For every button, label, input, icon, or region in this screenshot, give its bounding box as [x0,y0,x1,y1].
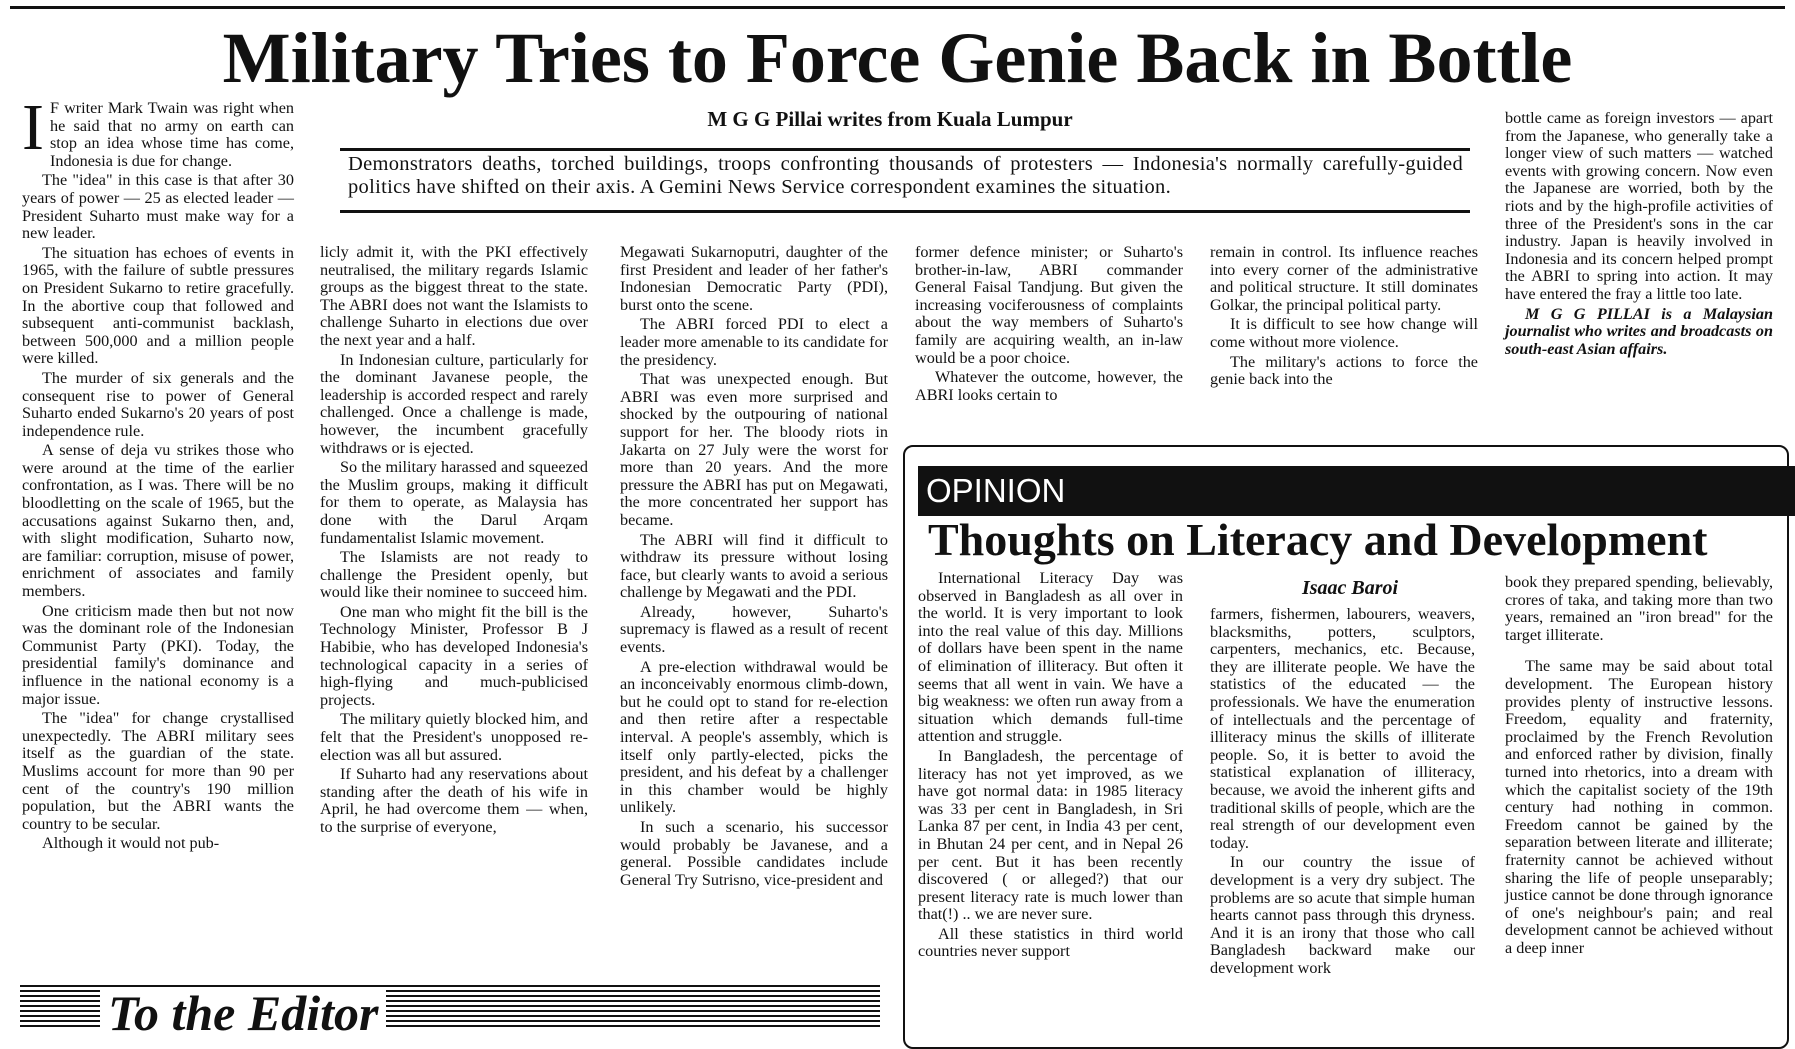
paragraph: The murder of six generals and the consequent rise to power of General Suharto ended Sukarno's 20 years of post independence rule. [22,368,294,440]
top-rule [10,6,1785,9]
paragraph: All these statistics in third world countries never support [918,924,1183,961]
byline: M G G Pillai writes from Kuala Lumpur [707,107,1073,131]
paragraph: The military's actions to force the genie back into the [1210,352,1478,389]
paragraph: Although it would not pub- [42,834,220,853]
paragraph: That was unexpected enough. But ABRI was even more surprised and shocked by the outpouring of national support for her. The bloody riots in Jakarta on 27 July were the worst for more than 20 years. And the more pressure the ABRI has put on Megawati, the more concentrated her support has became. [620,370,888,529]
editor-heading: To the Editor [100,988,386,1038]
paragraph: The "idea" in this case is that after 30 years of power — 25 as elected leader — President Suharto must make way for a new leader. [22,171,294,243]
paragraph: The Islamists are not ready to challenge the President openly, but would like their nominee to succeed him. [320,548,588,602]
paragraph: So the military harassed and squeezed the Muslim groups, making it difficult for them to operate, as Malaysia has done with the Darul Arqam fundamentalist Islamic movement. [320,458,588,547]
paragraph: One man who might fit the bill is the Technology Minister, Professor B J Habibie, who has developed Indonesia's technological capacity in a series of high-flying and much-publicised projects. [320,602,588,709]
paragraph: Already, however, Suharto's supremacy is flawed as a result of recent events. [620,602,888,657]
opinion-column-1 [918,570,1183,963]
opinion-label: OPINION [918,466,1795,516]
author-bio: M G G PILLAI is a Malaysian journalist who writes and broadcasts on south-east Asian affairs. [1505,304,1773,358]
opinion-byline: Isaac Baroi [1301,577,1399,599]
paragraph: The ABRI will find it difficult to withdraw its pressure without losing face, but clearly wants to avoid a serious challenge by Megawati and the PDI. [620,530,888,602]
article-column-5 [1210,244,1478,391]
opinion-column-3 [1505,574,1773,959]
paragraph: A pre-election withdrawal would be an inconceivably enormous climb-down, but he could opt to stand for re-election and then retire after a respectable interval. A people's assembly, which is itself only partly-elected, picks the president, and his defeat by a challenger in this chamber would be highly unlikely. [620,657,888,817]
paragraph: bottle came as foreign investors — apart from the Japanese, who generally take a longer view of such matters — watched events with growing concern. Now even the Japanese are worried, both by the riots and by the high-profile activities of three of the President's sons in the car industry. Japan is heavily involved in Indonesia and its concern helped prompt the ABRI to spring into action. It may have entered the fray a little too late. [1505,109,1773,303]
paragraph: F writer Mark Twain was right when he said that no army on earth can stop an idea whose time has come, Indonesia is due for change. [49,99,294,170]
article-column-1 [22,91,294,980]
paragraph: book they prepared spending, believably, crores of taka, and taking more than two years, remained an "iron bread" for the target illiterate. [1505,573,1773,644]
paragraph: In such a scenario, his successor would probably be Javanese, and a general. Possible candidates include General Try Sutrisno, vice-president and [620,818,888,889]
paragraph: The situation has echoes of events in 1965, with the failure of subtle pressures on President Sukarno to retire gracefully. In the abortive coup that followed and subsequent anti-communist backlash, between 500,000 and a million people were killed. [22,243,294,368]
deck-rule-bottom [340,210,1470,213]
paragraph: In Indonesian culture, particularly for the dominant Javanese people, the leadership is accorded respect and rarely challenged. Once a challenge is made, however, the incumbent gracefully withdraws or is ejected. [320,350,588,457]
paragraph: The "idea" for change crystallised unexpectedly. The ABRI military sees itself as the guardian of the state. Muslims account for more than 90 per cent of the country's 190 million population, but the ABRI wants the country to be secular. [22,709,294,833]
paragraph: In Bangladesh, the percentage of literacy has not yet improved, as we have got normal data: in 1985 literacy was 33 per cent in Bangladesh, in Sri Lanka 87 per cent, in India 43 per cent, in Bhutan 24 per cent, and in Nepal 26 per cent. But it has been recently discovered ( or alleged?) that our present literacy rate is much lower than that(!) .. we are never sure. [918,746,1183,924]
article-column-3 [620,244,888,891]
article-column-6 [1505,110,1773,360]
paragraph: If Suharto had any reservations about standing after the death of his wife in April, he had overcome them — when, to the surprise of everyone, [320,765,588,836]
paragraph: The same may be said about total development. The European history provides plenty of instructive lessons. Freedom, equality and fraternity, proclaimed by the French Revolution and enforced rather by division, finally turned into rhetorics, into a dream with which the capitalist society of the 19th century had nothing in common. Freedom cannot be gained by the separation between literate and illiterate; fraternity cannot be achieved without sharing the life of people unseparably; justice cannot be done through ignorance of one's neighbour's pain; and real development cannot be achieved without a deep inner [1505,657,1773,957]
paragraph: The military quietly blocked him, and felt that the President's unopposed re-election was all but assured. [320,710,588,764]
paragraph: Whatever the outcome, however, the ABRI looks certain to [915,368,1183,404]
paragraph: farmers, fishermen, labourers, weavers, blacksmiths, potters, sculptors, carpenters, mechanics, etc. Because, they are illiterate people. We have the statistics of the educated — the professionals. We have the enumeration of intellectuals and the percentage of illiteracy minus the skills of illiterate people. So, it is better to avoid the statistical explanation of illiteracy, because, we avoid the inherent gifts and traditional skills of people, which are the real strength of our development even today. [1210,605,1475,852]
paragraph: One criticism made then but not now was the dominant role of the Indonesian Communist Party (PKI). Today, the presidential family's dominance and influence in the national economy is a major issue. [22,601,294,708]
paragraph: In our country the issue of development is a very dry subject. The problems are so acute that simple human hearts cannot pass through this dryness. And it is an irony that those who call Bangladesh backward make our development work [1210,853,1475,977]
paragraph: Megawati Sukarnoputri, daughter of the first President and leader of her father's Indonesian Democratic Party (PDI), burst onto the scene. [620,243,888,314]
deck-rule-top [340,148,1470,151]
headline: Military Tries to Force Genie Back in Bottle [222,18,1573,98]
paragraph: It is difficult to see how change will come without more violence. [1210,315,1478,351]
paragraph: licly admit it, with the PKI effectively neutralised, the military regards Islamic groups as the biggest threat to the state. The ABRI does not want the Islamists to challenge Suharto in elections due over the next year and a half. [320,243,588,349]
paragraph: remain in control. Its influence reaches into every corner of the administrative and political structure. It still dominates Golkar, the principal political party. [1210,243,1478,314]
deck: Demonstrators deaths, torched buildings, troops confronting thousands of protesters — Indonesia's normally carefully-guided politics have shifted on their axis. A Gemini News Service correspondent examines the situation. [348,153,1463,198]
paragraph: The ABRI forced PDI to elect a leader more amenable to its candidate for the presidency. [620,315,888,369]
paragraph: former defence minister; or Suharto's brother-in-law, ABRI commander General Faisal Tandjung. But given the increasing vociferousness of complaints about the way members of Suharto's family are acquiring wealth, an in-law would be a poor choice. [915,243,1183,367]
drop-cap: I [22,91,44,164]
paragraph: A sense of deja vu strikes those who were around at the time of the earlier confrontation, as I was. There will be no bloodletting on the scale of 1965, but the accusations against Sukarno then, and, with slight modification, Suharto now, are familiar: corruption, misuse of power, enrichment of associates and family members. [22,441,294,601]
paragraph: International Literacy Day was observed in Bangladesh as all over in the world. It is very important to look into the real value of this day. Millions of dollars have been spent in the name of elimination of illiteracy. But often it seems that all went in vain. We have a big weakness: we often run away from a situation which demands full-time attention and struggle. [918,569,1183,746]
opinion-title: Thoughts on Literacy and Development [928,514,1708,565]
article-column-4 [915,244,1183,406]
article-column-2 [320,244,588,839]
opinion-column-2 [1210,606,1475,979]
